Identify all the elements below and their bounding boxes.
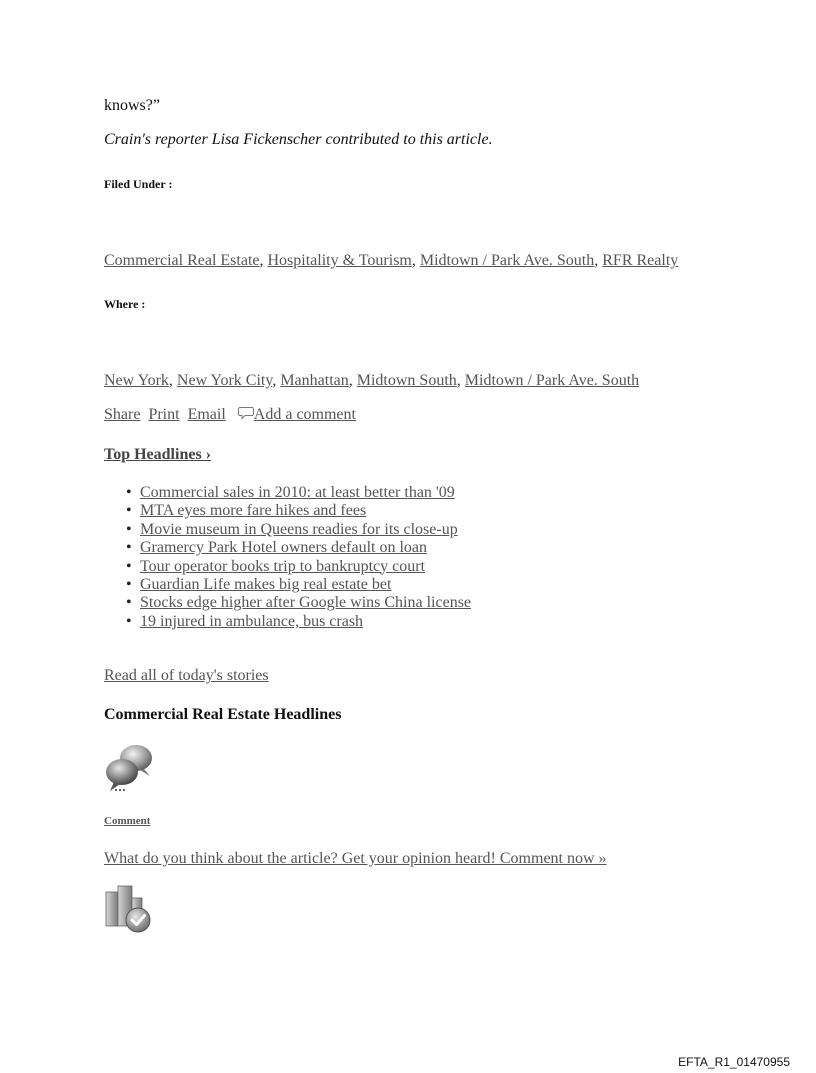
- cre-headlines-title: Commercial Real Estate Headlines: [104, 706, 342, 723]
- read-all-stories: [104, 667, 269, 685]
- email-link[interactable]: Email: [187, 406, 226, 423]
- comment-bubble-icon: [238, 406, 254, 420]
- headline-link[interactable]: Guardian Life makes big real estate bet: [140, 576, 392, 594]
- filed-under-tags: Commercial Real Estate, Hospitality & Tourism, Midtown / Park Ave. South, RFR Realty: [104, 252, 679, 269]
- comment-prompt: [104, 850, 607, 868]
- list-item: [140, 594, 471, 612]
- article-actions: [104, 406, 356, 424]
- list-item: [140, 539, 471, 557]
- list-item: [140, 502, 471, 520]
- list-item: [140, 484, 471, 502]
- where-new-york[interactable]: New York: [104, 372, 169, 389]
- headline-link[interactable]: 19 injured in ambulance, bus crash: [140, 612, 364, 630]
- headline-link[interactable]: Tour operator books trip to bankruptcy court: [140, 557, 426, 575]
- read-all-link[interactable]: Read all of today's stories: [104, 667, 269, 684]
- tag-midtown-park-ave-south[interactable]: Midtown / Park Ave. South: [419, 252, 595, 269]
- document-id: EFTA_R1_01470955: [678, 1055, 790, 1069]
- print-link[interactable]: Print: [148, 406, 180, 423]
- headline-link[interactable]: Stocks edge higher after Google wins China license: [140, 594, 472, 612]
- list-item: [140, 521, 471, 539]
- where-manhattan[interactable]: Manhattan: [280, 372, 349, 389]
- reporter-credit: Crain's reporter Lisa Fickenscher contributed to this article.: [104, 131, 493, 148]
- where-tags: New York, New York City, Manhattan, Midtown South, Midtown / Park Ave. South: [104, 372, 640, 389]
- filed-under-label: Filed Under :: [104, 177, 173, 191]
- headline-link[interactable]: Movie museum in Queens readies for its close-up: [140, 520, 458, 538]
- add-comment-link[interactable]: Add a comment: [253, 406, 356, 423]
- headline-link[interactable]: Gramercy Park Hotel owners default on loan: [140, 539, 428, 557]
- tag-commercial-real-estate[interactable]: Commercial Real Estate: [104, 252, 260, 269]
- where-midtown-south[interactable]: Midtown South: [356, 372, 457, 389]
- tag-hospitality-tourism[interactable]: Hospitality & Tourism: [267, 252, 412, 269]
- share-link[interactable]: Share: [104, 406, 141, 423]
- tag-rfr-realty[interactable]: RFR Realty: [602, 252, 679, 269]
- list-item: [140, 558, 471, 576]
- top-headlines-list: [104, 484, 471, 631]
- top-headlines-title[interactable]: Top Headlines ›: [104, 446, 211, 463]
- headline-link[interactable]: Commercial sales in 2010: at least better than '09: [140, 484, 455, 501]
- list-item: [140, 613, 471, 631]
- where-new-york-city[interactable]: New York City: [176, 372, 273, 389]
- headline-link[interactable]: MTA eyes more fare hikes and fees: [140, 502, 367, 520]
- where-label: Where :: [104, 297, 146, 311]
- buildings-check-icon: [104, 882, 156, 934]
- list-item: [140, 576, 471, 594]
- comment-label-link[interactable]: Comment: [104, 815, 151, 827]
- article-fragment: knows?”: [104, 97, 160, 114]
- comment-now-link[interactable]: What do you think about the article? Get your opinion heard! Comment now »: [104, 850, 607, 867]
- speech-bubbles-icon: [104, 742, 156, 794]
- where-midtown-park-ave-south[interactable]: Midtown / Park Ave. South: [464, 372, 640, 389]
